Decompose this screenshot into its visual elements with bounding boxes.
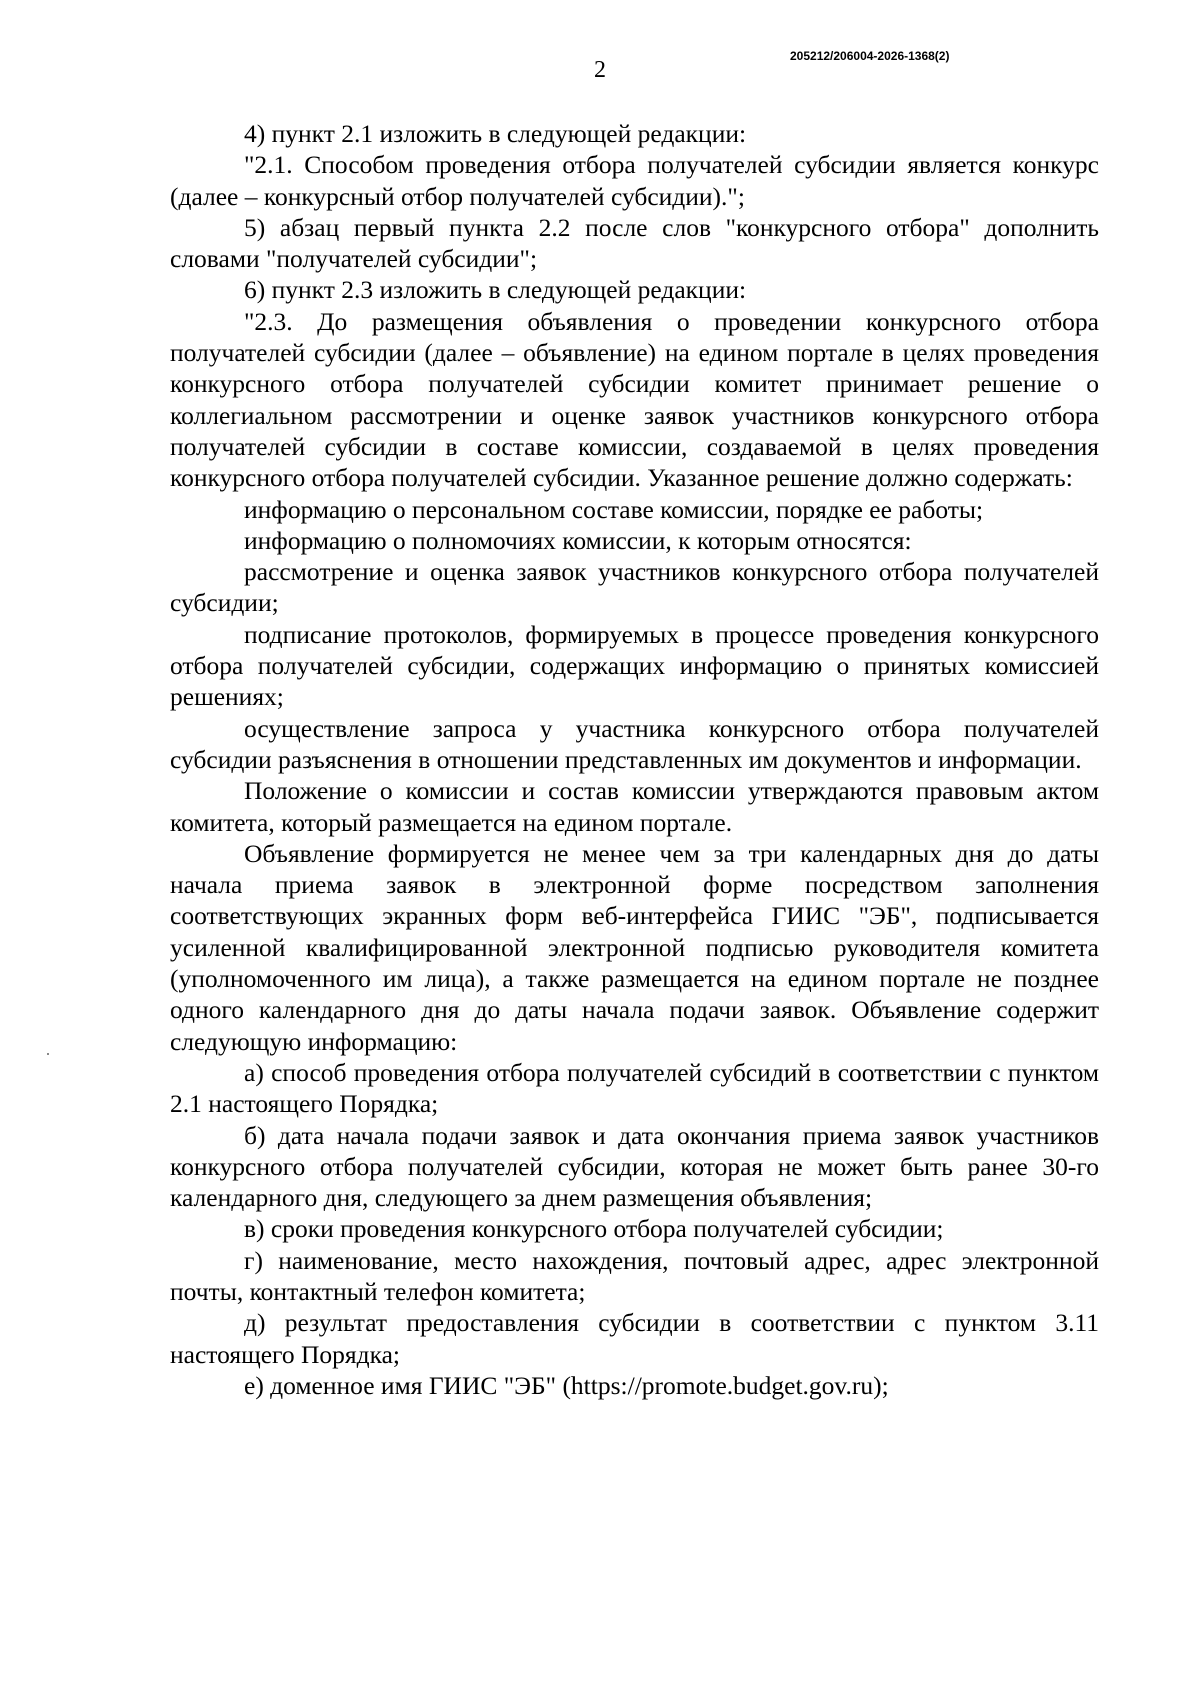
list-item-g: г) наименование, место нахождения, почтовый адрес, адрес электронной почты, контактный телефон комитета;: [170, 1245, 1099, 1306]
list-item-a: а) способ проведения отбора получателей субсидий в соответствии с пунктом 2.1 настоящего Порядка;: [170, 1057, 1099, 1119]
document-body: [170, 118, 1099, 1401]
list-item-e: е) доменное имя ГИИС "ЭБ" (https://promote.budget.gov.ru);: [244, 1370, 889, 1400]
paragraph-commission-powers: информацию о полномочиях комиссии, к которым относятся:: [244, 525, 912, 555]
paragraph-clause-2-3-text: "2.3. До размещения объявления о проведении конкурсного отбора получателей субсидии (далее – объявление) на едином портале в целях проведения конкурсного отбора получателей субсидии комитет принимает решение о коллегиальном рассмотрении и оценке заявок участников конкурсного отбора получателей субсидии в составе комиссии, создаваемой в целях проведения конкурсного отбора получателей субсидии. Указанное решение должно содержать:: [170, 306, 1099, 493]
list-item-d: д) результат предоставления субсидии в соответствии с пунктом 3.11 настоящего Порядка;: [170, 1308, 1099, 1369]
paragraph-item-4: 4) пункт 2.1 изложить в следующей редакции:: [244, 119, 747, 148]
scan-artifact-dot: [47, 1053, 49, 1055]
page-number: 2: [594, 57, 606, 83]
paragraph-commission-composition: информацию о персональном составе комиссии, порядке ее работы;: [244, 494, 984, 524]
document-reference: 205212/206004-2026-1368(2): [790, 49, 950, 63]
paragraph-announcement: Объявление формируется не менее чем за три календарных дня до даты начала приема заявок в электронной форме посредством заполнения соответствующих экранных форм веб-интерфейса ГИИС "ЭБ", подписывается усиленной квалифицированной электронной подписью руководителя комитета (уполномоченного им лица), а также размещается на едином портале не позднее одного календарного дня до даты начала подачи заявок. Объявление содержит следующую информацию:: [170, 838, 1099, 1056]
paragraph-item-6: 6) пункт 2.3 изложить в следующей редакции:: [244, 275, 747, 305]
paragraph-power-protocols: подписание протоколов, формируемых в процессе проведения конкурсного отбора получателей субсидии, содержащих информацию о принятых комиссией решениях;: [170, 619, 1099, 712]
paragraph-commission-regulation: Положение о комиссии и состав комиссии утверждаются правовым актом комитета, который размещается на едином портале.: [170, 776, 1099, 837]
paragraph-clause-2-1-text: "2.1. Способом проведения отбора получателей субсидии является конкурс (далее – конкурсный отбор получателей субсидии).";: [170, 150, 1099, 211]
paragraph-power-review: рассмотрение и оценка заявок участников конкурсного отбора получателей субсидии;: [170, 557, 1099, 618]
paragraph-item-5: 5) абзац первый пункта 2.2 после слов "конкурсного отбора" дополнить словами "получателей субсидии";: [170, 212, 1099, 274]
paragraph-power-clarification: осуществление запроса у участника конкурсного отбора получателей субсидии разъяснения в отношении представленных им документов и информации.: [170, 713, 1099, 774]
list-item-v: в) сроки проведения конкурсного отбора получателей субсидии;: [244, 1214, 944, 1244]
list-item-b: б) дата начала подачи заявок и дата окончания приема заявок участников конкурсного отбора получателей субсидии, которая не может быть ранее 30-го календарного дня, следующего за днем размещения объявления;: [170, 1120, 1099, 1213]
